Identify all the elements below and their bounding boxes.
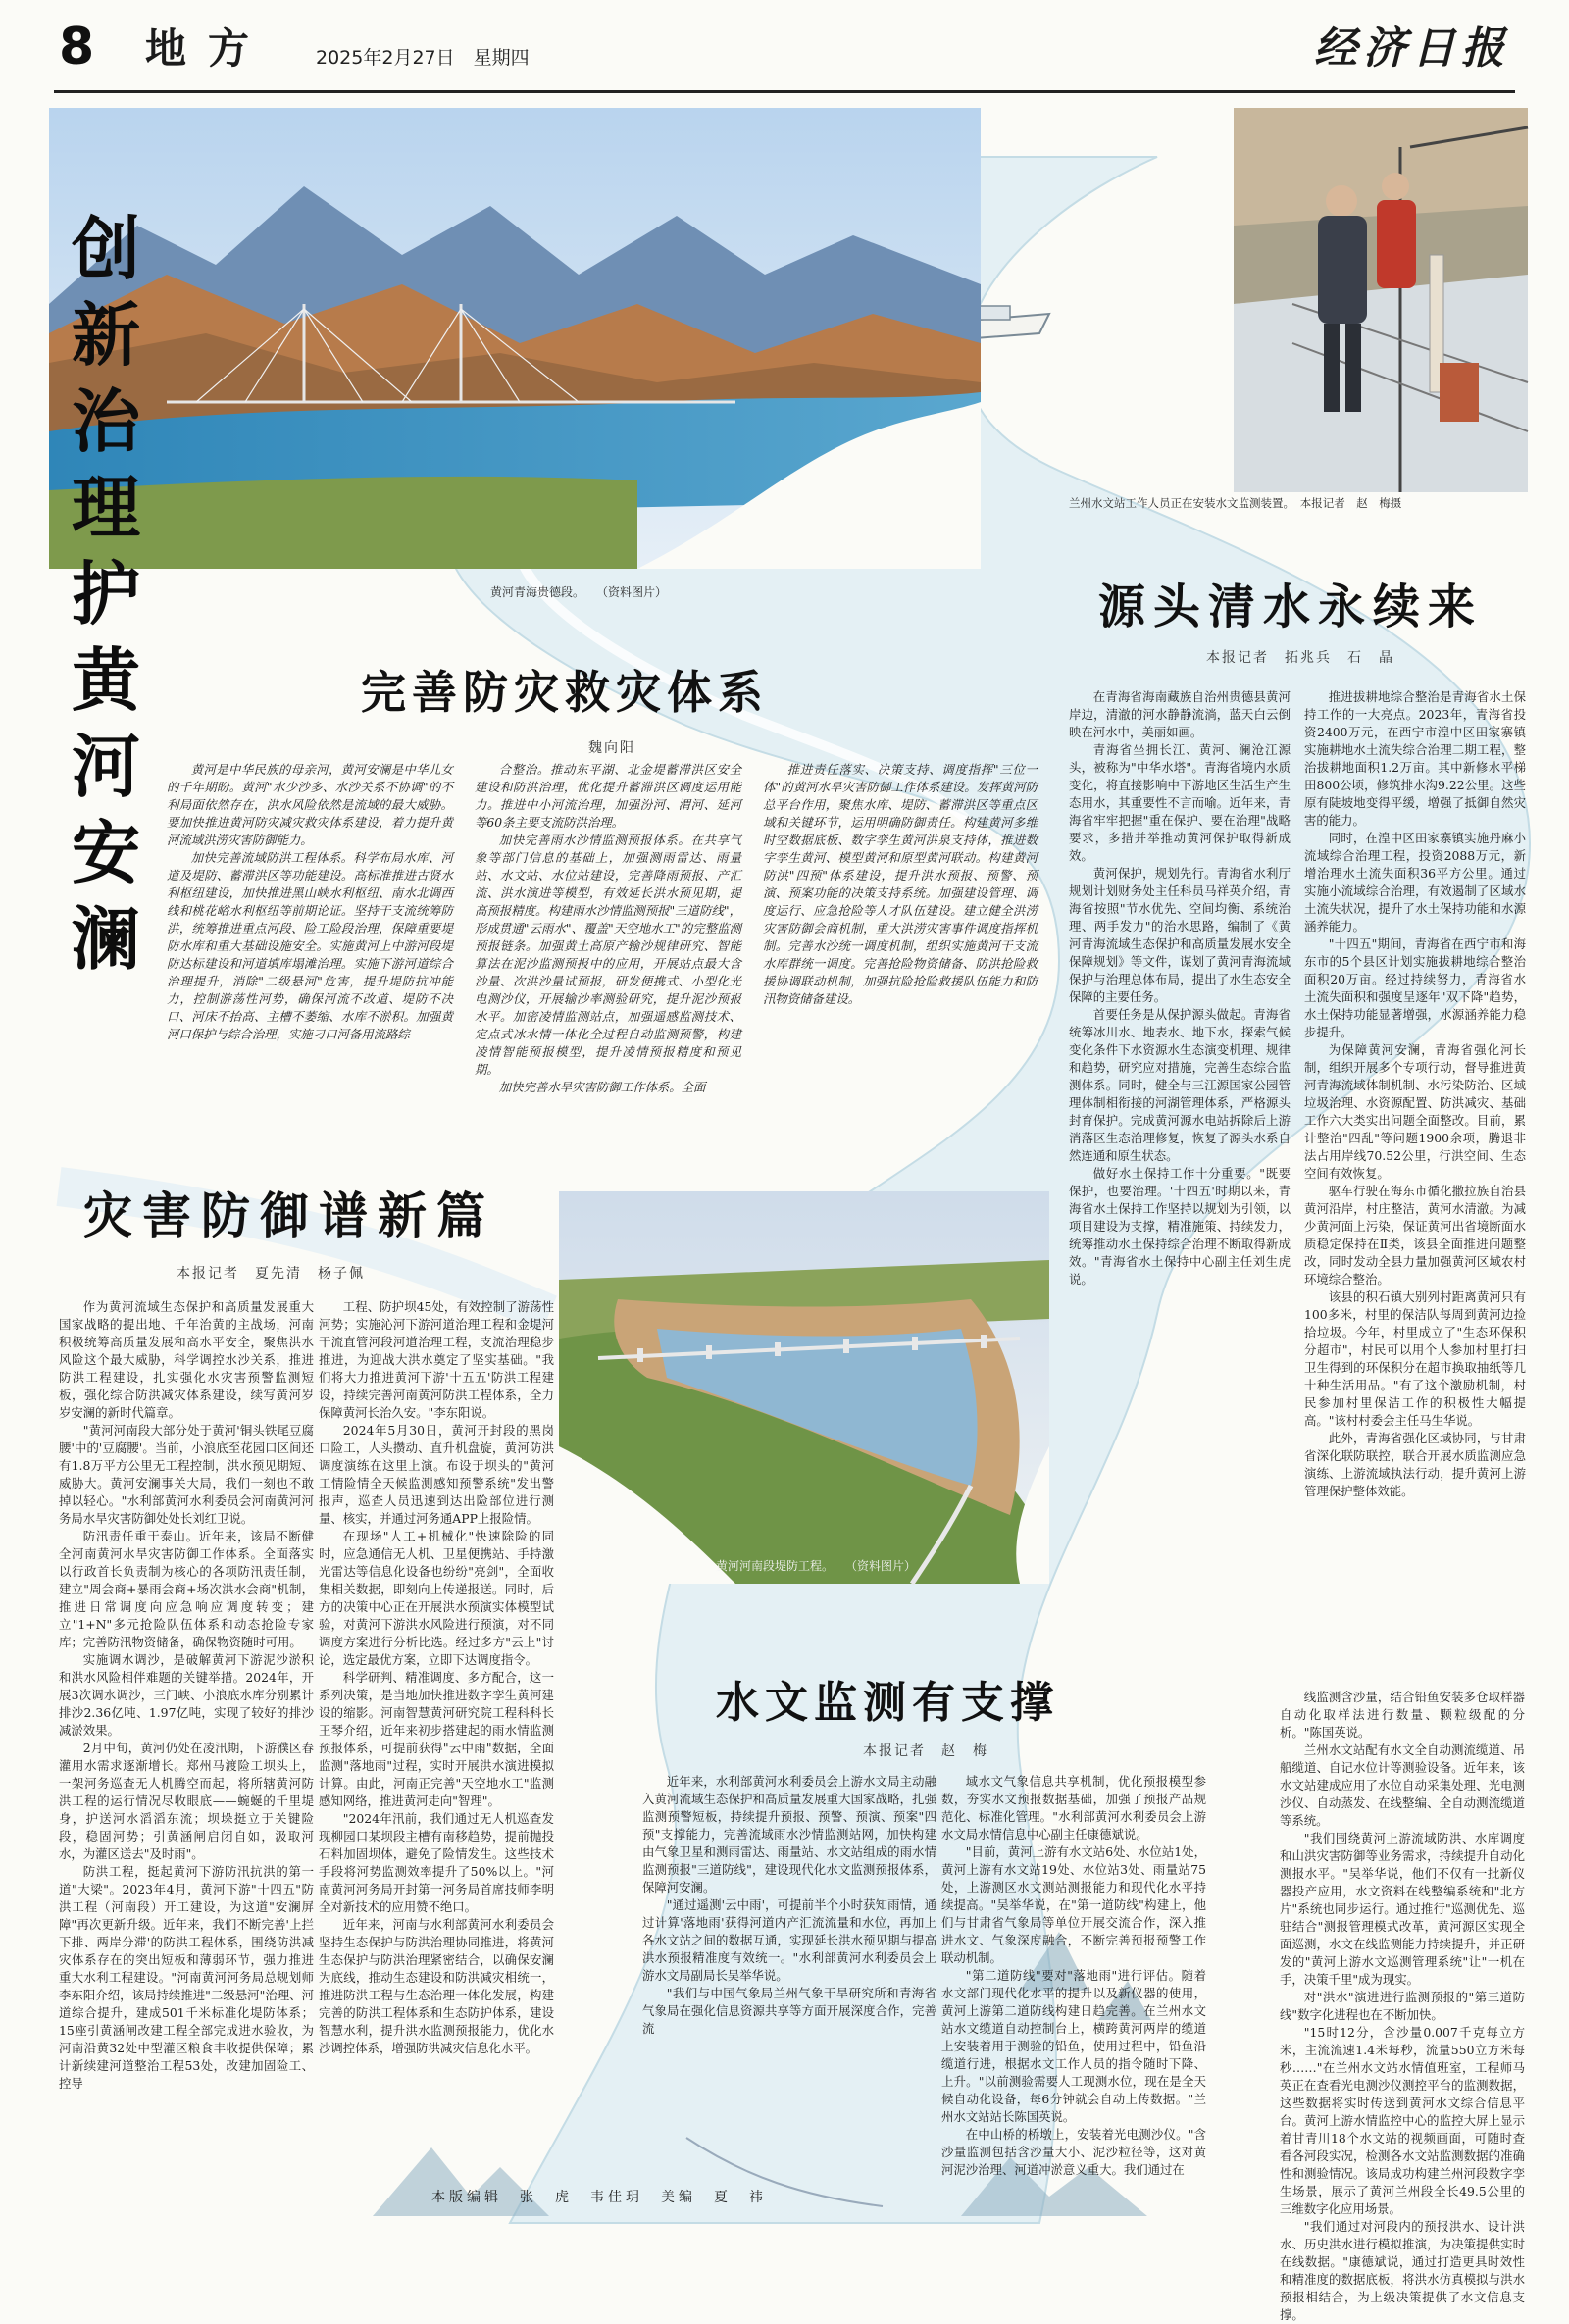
photo-caption-guide: 黄河青海贵德段。 （资料图片） — [490, 585, 668, 599]
article-byline: 本报记者 夏先清 杨子佩 — [177, 1266, 365, 1282]
masthead — [0, 0, 1569, 98]
title-char: 创 — [72, 208, 140, 289]
article3-column: 作为黄河流域生态保护和高质量发展重大国家战略的提出地、千年治黄的主战场，河南积极统筹高质量发展和高水平安全，聚焦洪水风险这个最大威胁，科学调控水沙关系，推进防洪工程建设，扎实强化水灾害预警监测短板，强化综合防洪减灾体系建设，续写黄河岁岁安澜的新时代篇章。 "黄河河南段大部分处于黄河'铜头铁尾豆腐腰'中的'豆腐腰'。当前，小浪底至花园口区间还有1.8万平方公里无工程控制，洪水预见期短、威胁大。黄河安澜事关大局，我们一刻也不敢掉以轻心。"水利部黄河水利委员会河南黄河河务局水旱灾害防御处处长刘红卫说。 防汛责任重于泰山。近年来，该局不断健全河南黄河水旱灾害防御工作体系。全面落实以行政首长负责制为核心的各项防汛责任制，建立"周会商+暴雨会商+场次洪水会商"机制，推进日常调度向应急响应调度转变；建立"1+N"多元抢险队伍体系和动态抢险专家库；完善防汛物资储备，确保物资随时可用。 实施调水调沙，是破解黄河下游泥沙淤积和洪水风险相伴难题的关键举措。2024年，开展3次调水调沙，三门峡、小浪底水库分别累计排沙2.36亿吨、1.97亿吨，实现了较好的排沙减淤效果。 2月中旬，黄河仍处在凌汛期，下游濮区春灌用水需求逐渐增长。郑州马渡险工坝头上，一架河务巡查无人机腾空而起，将所辖黄河防洪工程的运行情况尽收眼底——蜿蜒的千里堤身，护送河水滔滔东流；坝垛挺立于关键险段，稳固河势；引黄涵闸启闭自如，汲取河水，为灌区送去"及时雨"。 防洪工程，挺起黄河下游防汛抗洪的第一道"大梁"。2023年4月，黄河下游"十四五"防洪工程（河南段）开工建设，为这道"安澜屏障"再次更新升级。近年来，我们不断完善'上拦下排、两岸分滞'的防洪工程体系，围绕防洪减灾体系存在的突出短板和薄弱环节，强力推进重大水利工程建设。"河南黄河河务局总规划师李东阳介绍，该局持续推进"二级悬河"治理、河道综合提升，建成501千米标准化堤防体系；15座引黄涵闸改建工程全部完成进水验收，为河南沿黄32处中型灌区粮食丰收提供保障；累计新续建河道整治工程53处，改建加固险工、控导 — [59, 1299, 314, 2091]
article4-column: 域水文气象信息共享机制，优化预报模型参数，夯实水文预报数据基础，加强了预报产品规范化、标准化管理。"水利部黄河水利委员会上游水文局水情信息中心副主任康德斌说。 "目前，黄河上游有水文站6处、水位站1处，黄河上游有水文站19处、水位站3处、雨量站75处，上游测区水文测站测报能力和现代化水平持续提高。"吴举华说，在"第一道防线"构建上，他们与甘肃省气象局等单位开展交流合作，深入推进水文、气象深度融合，不断完善预报预警工作联动机制。 "第二道防线"要对"落地雨"进行评估。随着水文部门现代化水平的提升以及新仪器的使用，黄河上游第二道防线构建日趋完善。在兰州水文站水文缆道自动控制台上，横跨黄河两岸的缆道上安装着用于测验的铅鱼，使用过程中，铅鱼沿缆道行进，根据水文工作人员的指令随时下降、上升。"以前测验需要人工现测水位，现在是全天候自动化设备，每6分钟就会自动上传数据。"兰州水文站站长陈国英说。 在中山桥的桥墩上，安装着光电测沙仪。"含沙量监测包括含沙量大小、泥沙粒径等，这对黄河泥沙治理、河道冲淤意义重大。我们通过在 — [941, 1774, 1206, 2177]
publication-date: 2025年2月27日 星期四 — [316, 47, 530, 69]
article-headline: 源头清水永续来 — [1098, 580, 1484, 634]
title-char: 治 — [72, 380, 140, 462]
title-char: 新 — [72, 294, 140, 376]
article-byline: 魏向阳 — [588, 740, 635, 756]
masthead-divider — [54, 90, 1515, 93]
photo-lanzhou-hydrology-station — [1234, 108, 1528, 492]
article1-column: 合整治。推动东平湖、北金堤蓄滞洪区安全建设和防洪治理，优化提升蓄滞洪区调度运用能力。推进中小河流治理，加强汾河、渭河、延河等60条主要支流防洪治理。 加快完善雨水沙情监测预报体系。在共享气象等部门信息的基础上，加强测雨雷达、雨量站、水文站、水位站建设，完善降雨预报、产汇流、洪水演进等模型，有效延长洪水预见期，提高预报精度。构建雨水沙情监测预报"三道防线"，形成贯通"云雨水"、覆盖"天空地水工"的完整监测预报链条。加强黄土高原产输沙规律研究、智能算法在泥沙监测预报中的应用，开展站点最大含沙量、次洪沙量试预报，研发便携式、小型化光电测沙仪，开展输沙率测验研究，提升泥沙预报水平。加密凌情监测站点，加强遥感监测技术、定点式冰水情一体化全过程自动监测预警，构建凌情智能预报模型，提升凌情预报精度和预见期。 加快完善水旱灾害防御工作体系。全面 — [475, 762, 741, 1094]
article-headline: 水文监测有支撑 — [716, 1678, 1059, 1728]
article-headline: 完善防灾救灾体系 — [361, 666, 769, 719]
photo-yellow-river-henan — [559, 1191, 1049, 1584]
newspaper-logo: 经济日报 — [1314, 24, 1510, 74]
main-page-title — [69, 206, 143, 983]
article4-column: 线监测含沙量，结合铅鱼安装多仓取样器自动化取样法进行数量、颗粒级配的分析。"陈国英说。 兰州水文站配有水文全自动测流缆道、吊船缆道、自记水位计等测验设备。近年来，该水文站建成应用了水位自动采集处理、光电测沙仪、自动蒸发、在线整编、全自动测流缆道等系统。 "我们围绕黄河上游流域防洪、水库调度和山洪灾害防御等业务需求，持续提升自动化测报水平。"吴举华说，他们不仅有一批新仪器投产应用，水文资料在线整编系统和"北方片"系统也同步运行。通过推行"巡测优先、巡驻结合"测报管理模式改革，黄河源区实现全面巡测，水文在线监测能力持续提升，并正研发的"黄河上游水文巡测管理系统"让"一机在手，决策千里"成为现实。 对"洪水"演进进行监测预报的"第三道防线"数字化进程也在不断加快。 "15时12分，含沙量0.007千克每立方米，主流流速1.4米每秒，流量550立方米每秒……"在兰州水文站水情值班室，工程师马英正在查看光电测沙仪测控平台的监测数据，这些数据将实时传送到黄河水文综合信息平台。黄河上游水情监控中心的监控大屏上显示着甘青川18个水文站的视频画面，可随时查看各河段实况，检测各水文站监测数据的准确性和测验情况。该局成功构建兰州河段数字孪生场景，展示了黄河兰州段全长49.5公里的三维数字化应用场景。 "我们通过对河段内的预报洪水、设计洪水、历史洪水进行模拟推演，为决策提供实时在线数据。"康德斌说，通过打造更具时效性和精准度的数据底板，将洪水仿真模拟与洪水预报相结合，为上级决策提供了水文信息支撑。 — [1280, 1690, 1525, 2322]
title-char: 河 — [72, 726, 140, 807]
article4-column: 近年来，水利部黄河水利委员会上游水文局主动融入黄河流域生态保护和高质量发展重大国家战略，扎强监测预警短板，持续提升预报、预警、预演、预案"四预"支撑能力，完善流域雨水沙情监测站网，加快构建由气象卫星和测雨雷达、雨量站、水文站组成的雨水情监测预报"三道防线"，建设现代化水文监测预报体系，保障河安澜。 "通过遥测'云中雨'，可提前半个小时获知雨情，通过计算'落地雨'获得河道内产汇流流量和水位，再加上各水文站之间的数据互通，实现延长洪水预见期与提高洪水预报精准度有效统一。"水利部黄河水利委员会上游水文局副局长吴举华说。 "我们与中国气象局兰州气象干旱研究所和青海省气象局在强化信息资源共享等方面开展深度合作，完善流 — [642, 1774, 936, 2036]
title-char: 护 — [72, 553, 140, 634]
photo-caption-henan: 黄河河南段堤防工程。 （资料图片） — [716, 1559, 917, 1573]
article3-column: 工程、防护坝45处，有效控制了游荡性河势；实施沁河下游河道治理工程和金堤河干流直管河段河道治理工程，支流治理稳步推进，为迎战大洪水奠定了坚实基础。"我们将大力推进黄河下游'十五五'防洪工程建设，持续完善河南黄河防洪工程体系，全力保障黄河长治久安。"李东阳说。 2024年5月30日，黄河开封段的黑岗口险工，人头攒动、直升机盘旋，黄河防洪调度演练在这里上演。布设于坝头的"黄河工情险情全天候监测感知预警系统"发出警报声，巡查人员迅速到达出险部位进行测量、核实，并通过河务通APP上报险情。 在现场"人工+机械化"快速除险的同时，应急通信无人机、卫星便携站、手持激光雷达等信息化设备也纷纷"亮剑"，全面收集相关数据，即刻向上传递报送。同时，后方的决策中心正在开展洪水预演实体模型试验，对黄河下游洪水风险进行预演，对不同调度方案进行分析比选。经过多方"云上"讨论，选定最优方案，立即下达调度指令。 科学研判、精准调度、多方配合，这一系列决策，是当地加快推进数字孪生黄河建设的缩影。河南智慧黄河研究院工程科科长王琴介绍，近年来初步搭建起的雨水情监测预报体系，可提前获得"云中雨"数据，全面监测"落地雨"过程，实时开展洪水演进模拟计算。由此，河南正完善"天空地水工"监测感知网络，推进黄河走向"智理"。 "2024年汛前，我们通过无人机巡查发现柳园口某坝段主槽有南移趋势，提前抛投石料加固坝体，避免了险情发生。这些技术手段将河势监测效率提升了50%以上。"河南黄河河务局开封第一河务局首席技师李明全对新技术的应用赞不绝口。 近年来，河南与水利部黄河水利委员会坚持生态保护与防洪治理协同推进，将黄河生态保护与防洪治理紧密结合，以确保安澜为底线，推动生态建设和防洪减灾相统一，推进防洪工程与生态治理一体化发展，构建完善的防洪工程体系和生态防护体系，建设智慧水利，提升洪水监测预报能力，优化水沙调控体系，增强防洪减灾信息化水平。 — [319, 1299, 554, 2055]
article1-column: 黄河是中华民族的母亲河，黄河安澜是中华儿女的千年期盼。黄河"水少沙多、水沙关系不协调"的不利局面依然存在，洪水风险依然是流域的最大威胁。要加快推进黄河防灾减灾救灾体系建设，着力提升黄河流域洪涝灾害防御能力。 加快完善流域防洪工程体系。科学布局水库、河道及堤防、蓄滞洪区等功能建设。高标准推进古贤水利枢纽建设，加快推进黑山峡水利枢纽、南水北调西线和桃花峪水利枢纽等前期论证。坚持干支流统筹防洪，统筹推进重点河段、险工险段治理，保障重要堤防水库和重大基础设施安全。实施黄河上中游河段堤防达标建设和河道填库塌滩治理。实施下游河道综合治理提升，消除"二级悬河"危害，提升堤防抗冲能力，控制游荡性河势，确保河流不改道、堤防不决口、河床不抬高、主槽不萎缩、水库不淤积。加强黄河口保护与综合治理，实施刁口河备用流路综 — [167, 762, 453, 1041]
article1-column: 推进责任落实、决策支持、调度指挥"三位一体"的黄河水旱灾害防御工作体系建设。发挥黄河防总平台作用，聚焦水库、堤防、蓄滞洪区等重点区域和关键环节，运用明确防御责任。构建黄河多维时空数据底板、数字孪生黄河洪泉支持体，推进数字孪生黄河、模型黄河和原型黄河联动。构建黄河防洪"四预"体系建设，提升洪水预报、预警、预演、预案功能的决策支持系统。加强建设管理、调度运行、应急抢险等人才队伍建设。建立健全洪涝灾害防御会商机制，重大洪涝灾害事件调度指挥机制。完善水沙统一调度机制，组织实施黄河干支流水库群统一调度。完善抢险物资储备、防洪抢险救援协调联动机制，加强抗险抢险救援队伍能力和防汛物资储备建设。 — [763, 762, 1038, 1006]
article-headline: 灾害防御谱新篇 — [83, 1187, 495, 1244]
article-byline: 本报记者 拓兆兵 石 晶 — [1206, 650, 1394, 666]
title-char: 澜 — [72, 898, 140, 980]
photo-caption-lanzhou: 兰州水文站工作人员正在安装水文监测装置。 本报记者 赵 梅摄 — [1069, 496, 1402, 510]
title-char: 黄 — [72, 639, 140, 721]
title-char: 理 — [72, 467, 140, 548]
photo-yellow-river-guide — [49, 108, 981, 569]
title-char: 安 — [72, 812, 140, 893]
article2-column: 在青海省海南藏族自治州贵德县黄河岸边，清澈的河水静静流淌，蓝天白云倒映在河水中，美丽如画。 青海省坐拥长江、黄河、澜沧江源头，被称为"中华水塔"。青海省境内水质变化，将直接影响中下游地区生活生产生态用水，其重要性不言而喻。近年来，青海省牢牢把握"重在保护、要在治理"战略要求，多措并举推动黄河保护取得新成效。 黄河保护，规划先行。青海省水利厅规划计划财务处主任科员马祥英介绍，青海省按照"节水优先、空间均衡、系统治理、两手发力"的治水思路，编制了《黄河青海流域生态保护和高质量发展水安全保障规划》等文件，谋划了黄河青海流域保护与治理总体布局，提出了水生态安全保障的主要任务。 首要任务是从保护源头做起。青海省统筹冰川水、地表水、地下水，探索气候变化条件下水资源水生态演变机理、规律和趋势，研究应对措施，完善生态综合监测体系。同时，健全与三江源国家公园管理体制相衔接的河湖管理体系，严格源头封育保护。完成黄河源水电站拆除后上游消落区生态治理修复，恢复了源头水系自然连通和原生状态。 做好水土保持工作十分重要。"既要保护，也要治理。'十四五'时期以来，青海省水土保持工作坚持以规划为引领，以项目建设为支撑，精准施策、持续发力，统筹推动水土保持综合治理不断取得新成效。"青海省水土保持中心副主任刘生虎说。 — [1069, 689, 1291, 1287]
page-editors-credit: 本版编辑 张 虎 韦佳玥 美编 夏 祎 — [431, 2190, 767, 2205]
article-byline: 本报记者 赵 梅 — [863, 1743, 988, 1759]
section-name: 地方 — [145, 25, 272, 73]
page-number: 8 — [59, 18, 95, 76]
article2-column: 推进拔耕地综合整治是青海省水土保持工作的一大亮点。2023年，青海省投资2400万元，在西宁市湟中区田家寨镇实施耕地水土流失综合治理二期工程，整治拔耕地面积1.2万亩。其中新修水平梯田800公顷，修筑排水沟9.22公里。这些原有陡坡地变得平缓，增强了抵御自然灾害的能力。 同时，在湟中区田家寨镇实施丹麻小流域综合治理工程，投资2088万元，新增治理水土流失面积36平方公里。通过实施小流域综合治理，有效遏制了区域水土流失状况，提升了水土保持功能和水源涵养能力。 "十四五"期间，青海省在西宁市和海东市的5个县区计划实施拔耕地综合整治面积20万亩。经过持续努力，青海省水土流失面积和强度呈逐年"双下降"趋势，水土保持功能显著增强，水源涵养能力稳步提升。 为保障黄河安澜，青海省强化河长制，组织开展多个专项行动，督导推进黄河青海流域体制机制、水污染防治、区域垃圾治理、水资源配置、防洪减灾、基础工作六大类实出问题全面整改。目前，累计整治"四乱"等问题1900余项，腾退非法占用岸线70.52公里，行洪空间、生态空间有效恢复。 驱车行驶在海东市循化撒拉族自治县黄河沿岸，村庄整洁，黄河水清澈。为减少黄河面上污染，保证黄河出省境断面水质稳定保持在Ⅱ类，该县全面推进问题整改，同时发动全县力量加强黄河区域农村环境综合整治。 该县的积石镇大别列村距离黄河只有100多米，村里的保洁队每周到黄河边捡拾垃圾。今年，村里成立了"生态环保积分超市"，村民可以用个人参加村里打扫卫生得到的环保积分在超市换取抽纸等几十种生活用品。"有了这个激励机制，村民参加村里保洁工作的积极性大幅提高。"该村村委会主任马生华说。 此外，青海省强化区域协同，与甘肃省深化联防联控，联合开展水质监测应急演练、上游流域执法行动，提升黄河上游管理保护整体效能。 — [1304, 689, 1526, 1498]
